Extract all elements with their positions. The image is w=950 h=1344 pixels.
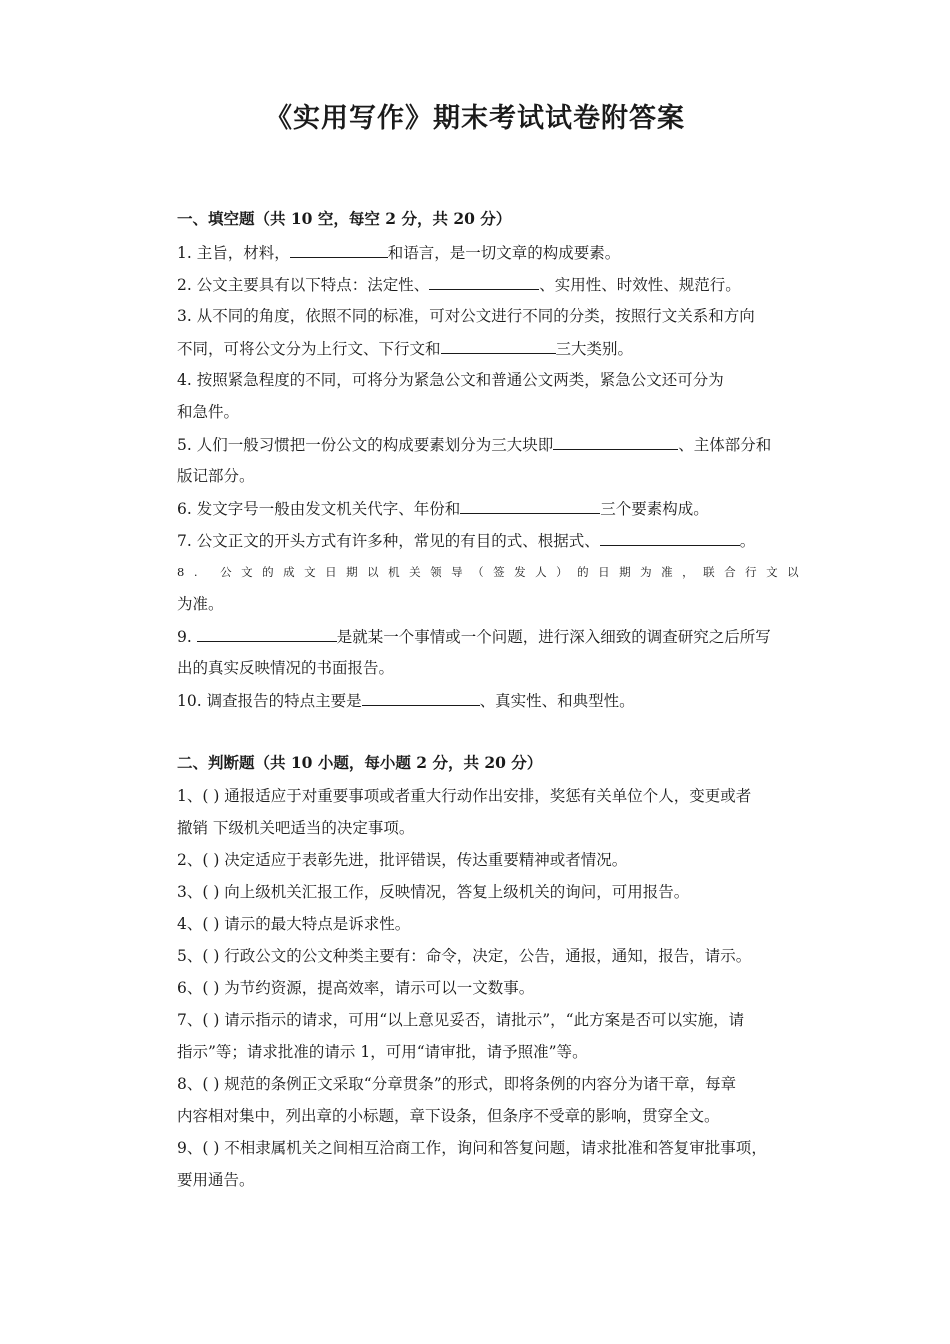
answer-blank [600, 530, 740, 546]
answer-blank [460, 498, 600, 514]
tf-line: 要用通告。 [177, 1171, 255, 1189]
question-9-line-2: 出的真实反映情况的书面报告。 [177, 659, 395, 677]
question-4-line-2: 和急件。 [177, 403, 240, 421]
tf-line: 7、( ) 请示指示的请求，可用“以上意见妥否，请批示”，“此方案是否可以实施，请 [177, 1011, 745, 1029]
section2-heading: 二、判断题（共 10 小题，每小题 2 分，共 20 分） [177, 753, 543, 772]
question-3-line-2: 不同，可将公文分为上行文、下行文和 三大类别。 [177, 340, 634, 358]
tf-line: 1、( ) 通报适应于对重要事项或者重大行动作出安排，奖惩有关单位个人，变更或者 [177, 787, 752, 805]
tf-line: 指示”等；请求批准的请示 1，可用“请审批，请予照准”等。 [177, 1043, 588, 1061]
question-4-line-1: 4. 按照紧急程度的不同，可将分为紧急公文和普通公文两类，紧急公文还可分为 [177, 371, 724, 389]
tf-line: 6、( ) 为节约资源，提高效率，请示可以一文数事。 [177, 979, 535, 997]
question-9-line-1: 9. 是就某一个事情或一个问题，进行深入细致的调查研究之后所写 [177, 628, 771, 646]
question-8-line-2: 为准。 [177, 595, 224, 613]
question-1: 1. 主旨，材料， 和语言，是一切文章的构成要素。 [177, 244, 621, 262]
question-8-line-1: 8. 公文的成文日期以机关领导（签发人）的日期为准，联合行文以 [177, 565, 809, 579]
question-2: 2. 公文主要具有以下特点：法定性、 、实用性、时效性、规范行。 [177, 276, 741, 294]
question-7: 7. 公文正文的开头方式有许多种，常见的有目的式、根据式、 。 [177, 532, 756, 550]
tf-line: 8、( ) 规范的条例正文采取“分章贯条”的形式，即将条例的内容分为诸干章，每章 [177, 1075, 737, 1093]
question-3-line-1: 3. 从不同的角度，依照不同的标准，可对公文进行不同的分类，按照行文关系和方向 [177, 307, 755, 325]
question-5-line-2: 版记部分。 [177, 467, 255, 485]
tf-line: 9、( ) 不相隶属机关之间相互洽商工作，询问和答复问题，请求批准和答复审批事项， [177, 1139, 767, 1157]
question-5-line-1: 5. 人们一般习惯把一份公文的构成要素划分为三大块即 、主体部分和 [177, 436, 772, 454]
answer-blank [429, 274, 539, 290]
answer-blank [197, 626, 337, 642]
answer-blank [553, 434, 678, 450]
section1-heading: 一、填空题（共 10 空，每空 2 分，共 20 分） [177, 209, 512, 228]
answer-blank [441, 338, 556, 354]
answer-blank [362, 690, 480, 706]
tf-line: 撤销 下级机关吧适当的决定事项。 [177, 819, 415, 837]
tf-line: 5、( ) 行政公文的公文种类主要有：命令，决定，公告，通报，通知，报告，请示。 [177, 947, 752, 965]
tf-line: 3、( ) 向上级机关汇报工作，反映情况，答复上级机关的询问，可用报告。 [177, 883, 690, 901]
question-10: 10. 调查报告的特点主要是 、真实性、和典型性。 [177, 692, 635, 710]
question-6: 6. 发文字号一般由发文机关代字、年份和 三个要素构成。 [177, 500, 709, 518]
answer-blank [290, 242, 388, 258]
tf-line: 4、( ) 请示的最大特点是诉求性。 [177, 915, 411, 933]
tf-line: 2、( ) 决定适应于表彰先进，批评错误，传达重要精神或者情况。 [177, 851, 628, 869]
tf-line: 内容相对集中，列出章的小标题，章下设条，但条序不受章的影响，贯穿全文。 [177, 1107, 720, 1125]
document-title: 《实用写作》期末考试试卷附答案 [265, 103, 685, 134]
